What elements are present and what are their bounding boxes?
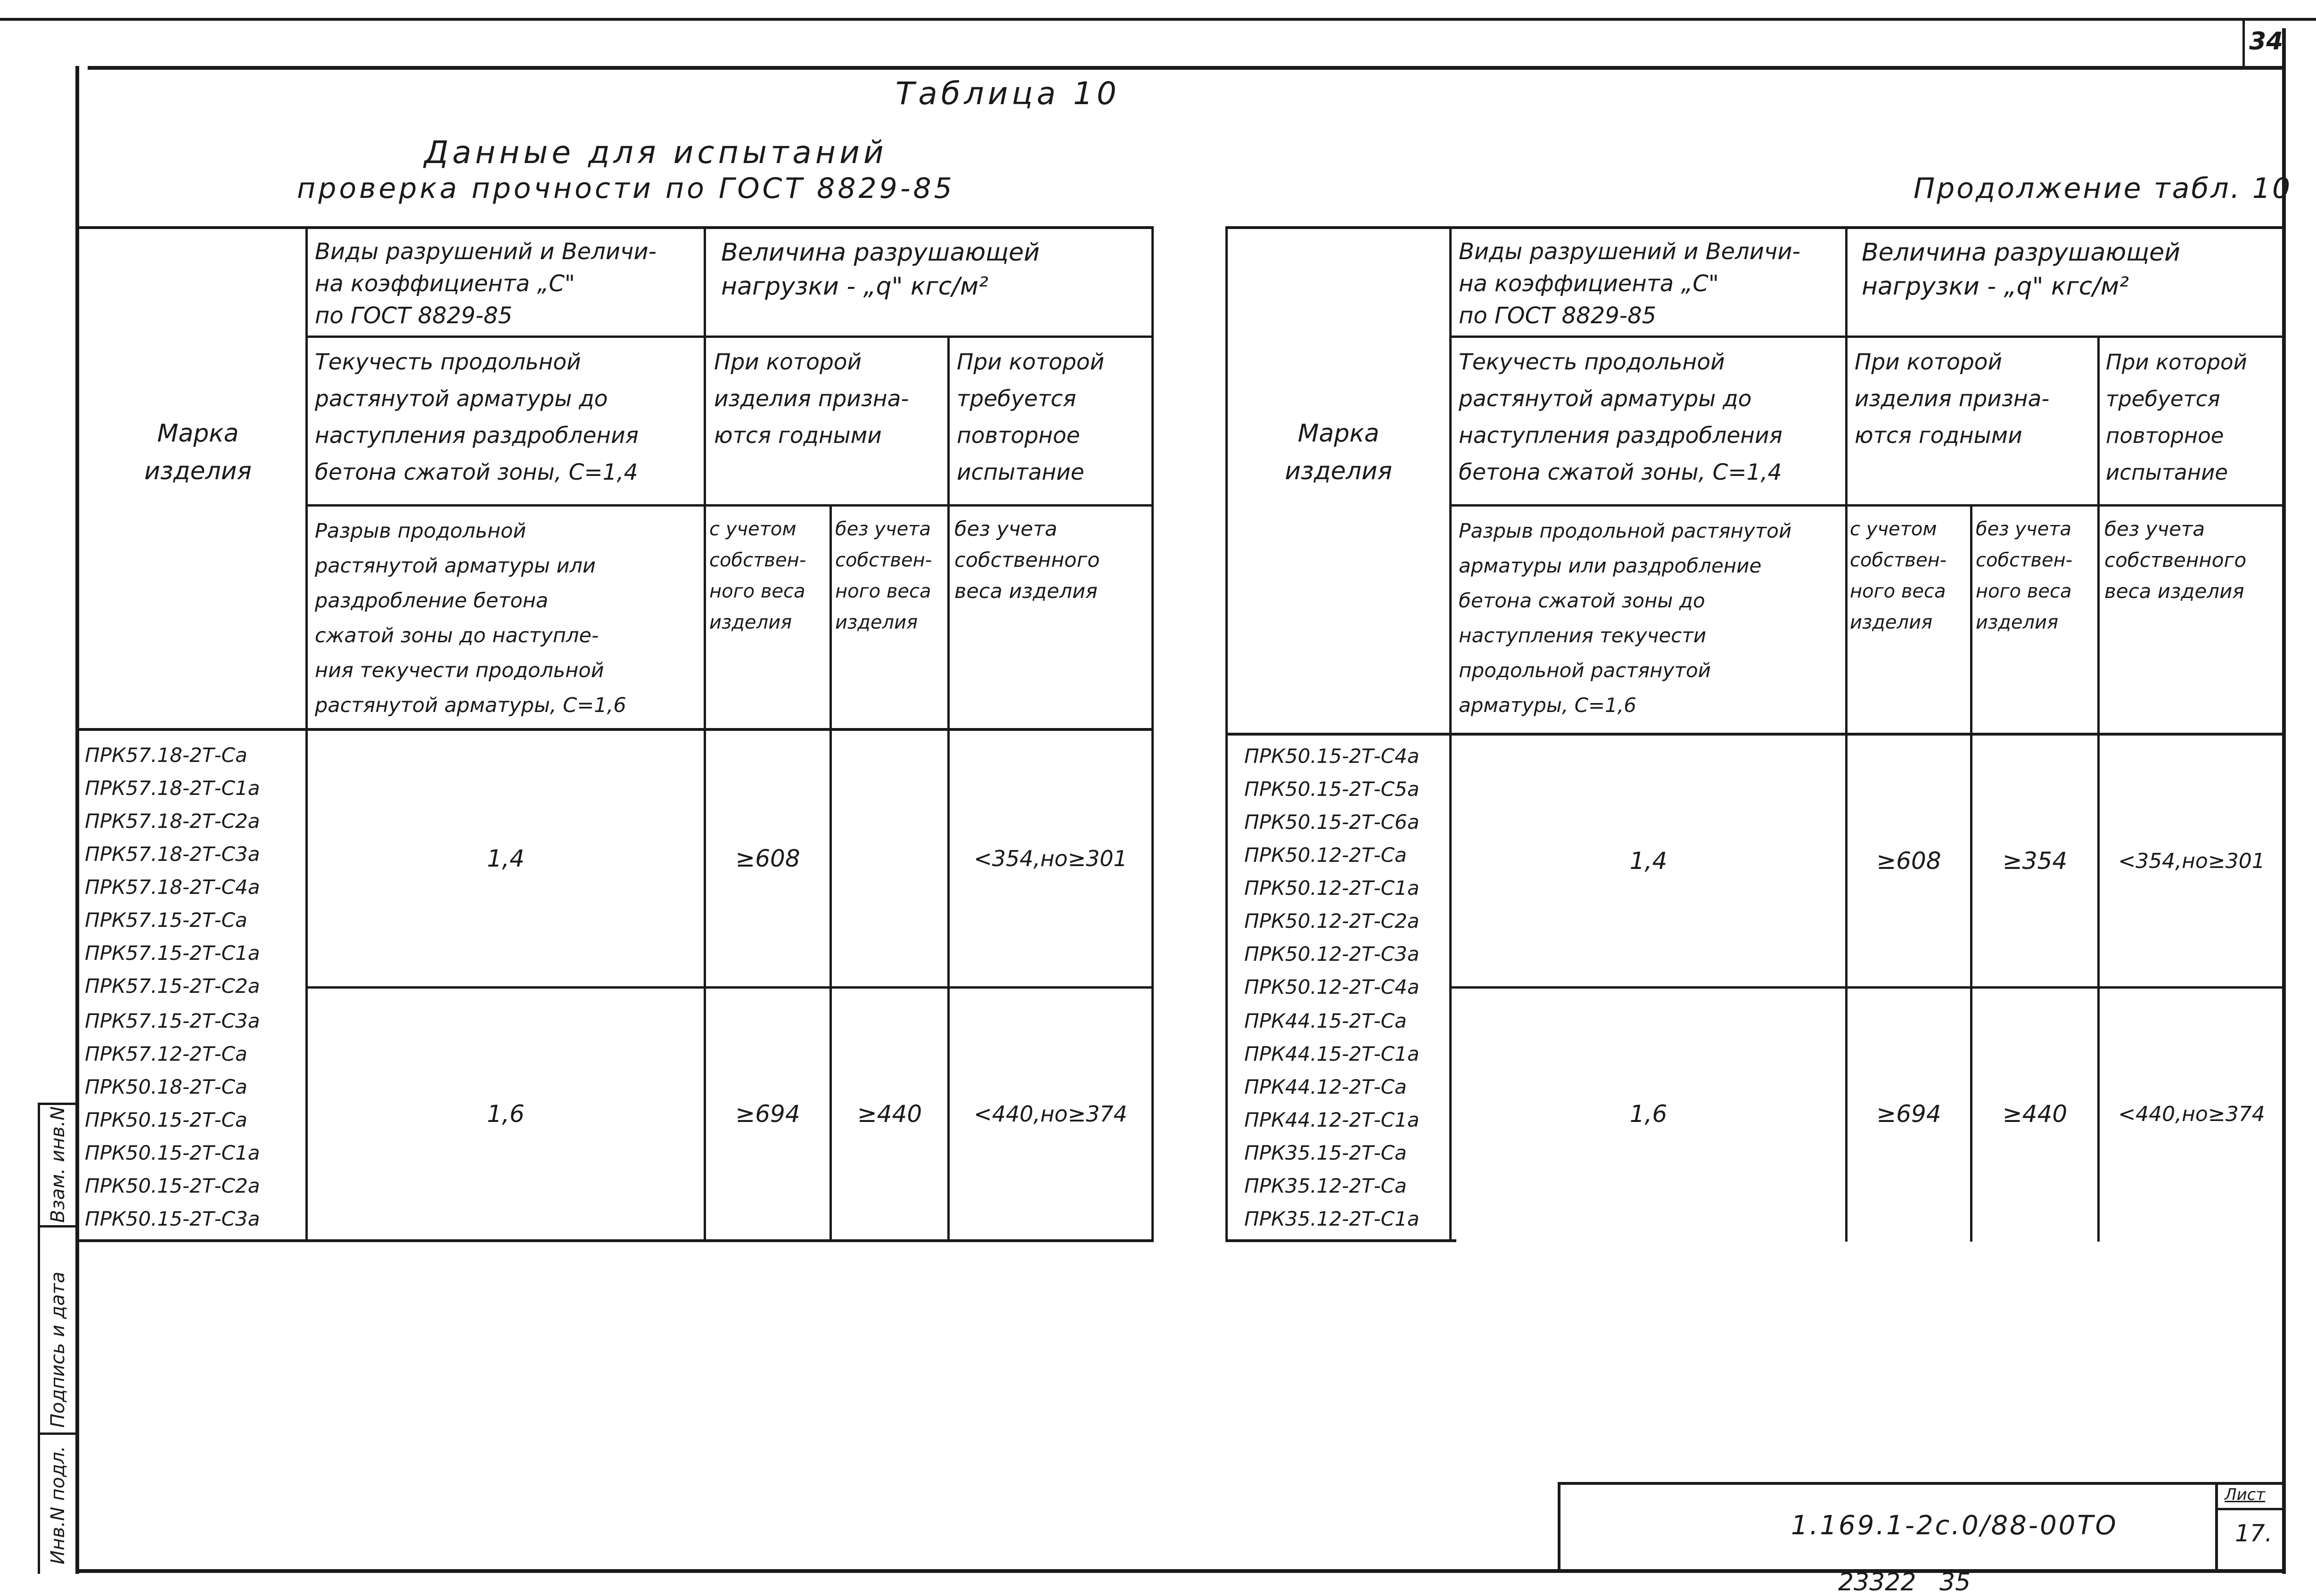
- table-row: ПРК57.15-2Т-С1а: [85, 941, 260, 965]
- lt-line-bottom: [79, 1239, 1154, 1242]
- table-row: ПРК50.18-2Т-Са: [85, 1075, 247, 1098]
- lt-header-types: Виды разрушений и Величи- на коэффициента „С" по ГОСТ 8829-85: [315, 238, 657, 329]
- rt-g1-c: 1,4: [1629, 847, 1667, 875]
- lt-header-suitable: При которой изделия призна- ются годными: [714, 349, 909, 449]
- rt-line-h2: [1449, 504, 2285, 507]
- table-row: ПРК50.15-2Т-С3а: [85, 1207, 260, 1230]
- table-row: ПРК50.12-2Т-С1а: [1244, 876, 1420, 900]
- table-row: ПРК57.15-2Т-С2а: [85, 974, 260, 998]
- lt-v5: [1151, 226, 1154, 1242]
- table-row: ПРК50.15-2Т-С1а: [85, 1141, 260, 1164]
- rt-header-retest: При которой требуется повторное испытание: [2106, 350, 2247, 485]
- top-border-line: [0, 18, 2316, 21]
- lt-header-without-own: без учета собствен- ного веса изделия: [835, 518, 932, 633]
- rt-line-top: [1225, 226, 2285, 229]
- bottom-number: 23322 35: [1838, 1568, 1971, 1596]
- title-block-top: [1558, 1482, 2286, 1485]
- lt-g1-c: 1,4: [487, 845, 525, 872]
- page-number-box-left: [2242, 21, 2245, 68]
- rt-g1-with-own: ≥608: [1876, 847, 1941, 875]
- table-row: ПРК57.18-2Т-Са: [85, 744, 247, 767]
- table-row: ПРК50.15-2Т-С4а: [1244, 745, 1420, 768]
- lt-g2-c: 1,6: [487, 1100, 525, 1128]
- rt-g1-retest: <354,но≥301: [2118, 849, 2265, 873]
- subtitle-line-1: Данные для испытаний: [424, 134, 887, 171]
- rt-g2-retest: <440,но≥374: [2118, 1102, 2265, 1126]
- table-row: ПРК50.15-2Т-С6а: [1244, 810, 1420, 834]
- table-row: ПРК57.15-2Т-Са: [85, 908, 247, 932]
- side-stamp-cell-3: Инв.N подл.: [47, 1446, 69, 1564]
- lt-line-h1: [305, 336, 1154, 338]
- rt-header-load: Величина разрушающей нагрузки - „q" кгс/м²: [1862, 238, 2180, 301]
- table-row: ПРК35.15-2Т-Са: [1244, 1141, 1407, 1164]
- lt-g1-without-own: [832, 731, 947, 986]
- title-block-sheet-h: [2215, 1508, 2286, 1510]
- side-stamp-h1: [38, 1103, 78, 1105]
- table-row: ПРК50.15-2Т-С5а: [1244, 778, 1420, 801]
- rt-header-suitable: При которой изделия призна- ются годными: [1855, 349, 2050, 449]
- lt-g2-with-own: ≥694: [735, 1100, 800, 1128]
- lt-g2-without-own: ≥440: [857, 1100, 922, 1128]
- side-stamp-cell-2: Подпись и дата: [47, 1271, 69, 1428]
- rt-header-types: Виды разрушений и Величи- на коэффициента „С" по ГОСТ 8829-85: [1459, 238, 1800, 329]
- lt-header-marka: Марка изделия: [144, 419, 252, 485]
- rt-g1-without-own: ≥354: [2002, 847, 2068, 875]
- rt-g2-without-own: ≥440: [2002, 1100, 2068, 1128]
- table-row: ПРК57.18-2Т-С2а: [85, 810, 260, 833]
- table-row: ПРК50.12-2Т-Са: [1244, 843, 1407, 867]
- lt-line-h2: [305, 504, 1154, 507]
- lt-header-retest: При которой требуется повторное испытание: [957, 349, 1105, 485]
- table-row: ПРК50.12-2Т-С2а: [1244, 909, 1420, 933]
- lt-group1-marks: [85, 739, 260, 1003]
- document-code: 1.169.1-2с.0/88-00ТО: [1791, 1510, 2118, 1541]
- table-row: ПРК50.15-2Т-С2а: [85, 1174, 260, 1197]
- rt-group1-marks: [1244, 740, 1419, 1004]
- rt-group2-marks: [1244, 1005, 1419, 1236]
- table-row: ПРК57.18-2Т-С1а: [85, 777, 260, 800]
- table-row: ПРК35.12-2Т-Са: [1244, 1174, 1407, 1197]
- continuation-label: Продолжение табл. 10: [1914, 172, 2292, 205]
- rt-line-bottom: [1225, 1239, 1456, 1242]
- rt-v0: [1225, 226, 1228, 1242]
- rt-g2-c: 1,6: [1629, 1100, 1667, 1128]
- lt-header-without-own-2: без учета собственного веса изделия: [954, 517, 1100, 603]
- sheet-label: Лист: [2225, 1485, 2266, 1504]
- lt-header-yield: Текучесть продольной растянутой арматуры до наступления раздробления бетона сжатой зоны, С=1,4: [315, 349, 639, 485]
- side-stamp-line-1: [38, 1103, 40, 1574]
- lt-line-top: [79, 226, 1154, 229]
- table-row: ПРК50.15-2Т-Са: [85, 1108, 247, 1131]
- rt-g2-with-own: ≥694: [1876, 1100, 1941, 1128]
- rt-header-marka: Марка изделия: [1285, 419, 1392, 485]
- lt-group2-marks: [85, 1005, 260, 1236]
- lt-header-rupture: Разрыв продольной растянутой арматуры или раздробление бетона сжатой зоны до наступле- ния текучести продольной растянутой арматуры, С=1,6: [315, 519, 626, 717]
- lt-g2-retest: <440,но≥374: [974, 1101, 1127, 1127]
- table-row: ПРК57.18-2Т-С4а: [85, 876, 260, 899]
- table-row: ПРК44.12-2Т-Са: [1244, 1075, 1407, 1098]
- table-row: ПРК44.15-2Т-Са: [1244, 1009, 1407, 1032]
- title-block-sheet-divider: [2215, 1482, 2218, 1571]
- table-row: ПРК35.12-2Т-С1а: [1244, 1207, 1420, 1230]
- sheet-number: 17.: [2235, 1520, 2273, 1547]
- lt-header-with-own: с учетом собствен- ного веса изделия: [709, 518, 806, 633]
- subtitle-line-2: проверка прочности по ГОСТ 8829-85: [297, 172, 955, 205]
- table-row: ПРК57.12-2Т-Са: [85, 1042, 247, 1065]
- rt-header-with-own: с учетом собствен- ного веса изделия: [1850, 518, 1947, 633]
- side-stamp-cell-1: Взам. инв.N: [47, 1106, 69, 1223]
- lt-g1-with-own: ≥608: [735, 845, 800, 872]
- rt-header-without-own-2: без учета собственного веса изделия: [2104, 517, 2247, 603]
- page-number: 34: [2249, 27, 2283, 56]
- rt-header-yield: Текучесть продольной растянутой арматуры до наступления раздробления бетона сжатой зоны, С=1,4: [1459, 349, 1782, 485]
- table-row: ПРК57.18-2Т-С3а: [85, 843, 260, 866]
- table-row: ПРК50.12-2Т-С3а: [1244, 942, 1420, 966]
- side-stamp-h2: [38, 1225, 78, 1228]
- lt-g1-retest: <354,но≥301: [974, 846, 1127, 871]
- lt-header-load: Величина разрушающей нагрузки - „q" кгс/м²: [721, 238, 1040, 301]
- table-row: ПРК44.12-2Т-С1а: [1244, 1108, 1420, 1131]
- frame-left: [75, 66, 79, 1574]
- rt-header-without-own: без учета собствен- ного веса изделия: [1976, 518, 2073, 633]
- title-block-left: [1558, 1482, 1560, 1571]
- frame-top: [88, 66, 2286, 70]
- side-stamp-h3: [38, 1432, 78, 1435]
- table-title: Таблица 10: [895, 75, 1120, 112]
- rt-line-h1: [1449, 336, 2285, 338]
- table-row: ПРК57.15-2Т-С3а: [85, 1009, 260, 1032]
- rt-header-rupture: Разрыв продольной растянутой арматуры или раздробление бетона сжатой зоны до наступления текучести продольной растянутой арматуры, С=1,6: [1459, 519, 1792, 717]
- table-row: ПРК50.12-2Т-С4а: [1244, 975, 1420, 999]
- table-row: ПРК44.15-2Т-С1а: [1244, 1042, 1420, 1065]
